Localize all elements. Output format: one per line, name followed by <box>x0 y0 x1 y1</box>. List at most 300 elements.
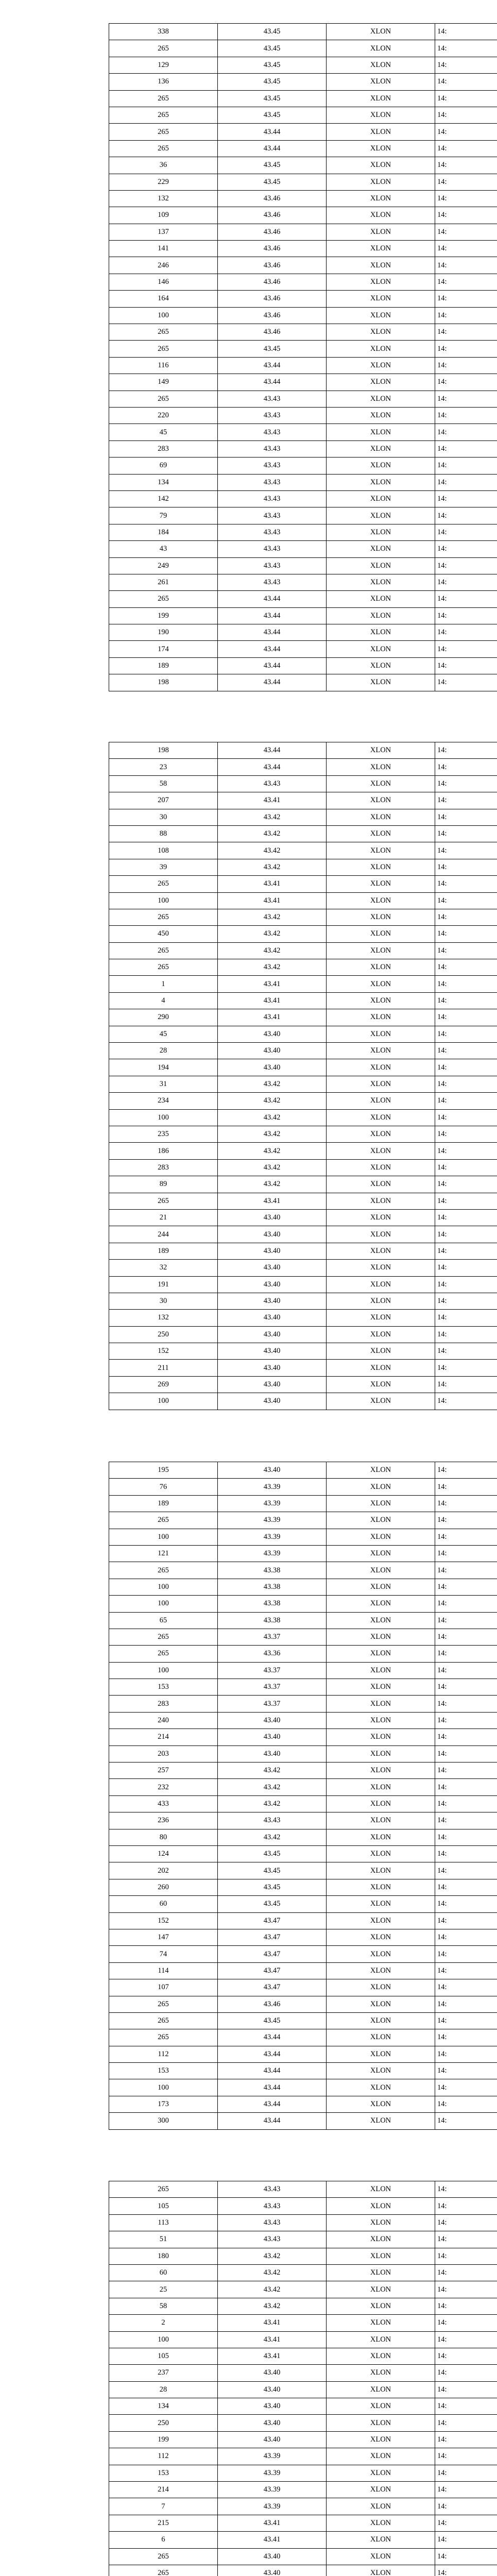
time-cell: 14: <box>435 1829 497 1845</box>
venue-cell: XLON <box>327 474 435 490</box>
table-row <box>109 1812 497 1829</box>
time-cell: 14: <box>435 2298 497 2314</box>
table-row <box>109 2281 497 2298</box>
volume-cell: 100 <box>109 1109 218 1126</box>
table-row <box>109 1679 497 1696</box>
price-cell: 43.40 <box>218 1043 327 1059</box>
volume-cell: 58 <box>109 2298 218 2314</box>
venue-cell: XLON <box>327 909 435 925</box>
volume-cell: 189 <box>109 1495 218 1512</box>
price-cell: 43.42 <box>218 1093 327 1109</box>
time-cell: 14: <box>435 2331 497 2348</box>
price-cell: 43.40 <box>218 2381 327 2398</box>
table-row <box>109 24 497 40</box>
table-row <box>109 1176 497 1193</box>
venue-cell: XLON <box>327 992 435 1009</box>
venue-cell: XLON <box>327 1143 435 1159</box>
table-row <box>109 1159 497 1176</box>
price-cell: 43.44 <box>218 2063 327 2079</box>
time-cell: 14: <box>435 2465 497 2481</box>
time-cell: 14: <box>435 1812 497 1829</box>
time-cell: 14: <box>435 1076 497 1092</box>
time-cell: 14: <box>435 307 497 324</box>
price-cell: 43.43 <box>218 391 327 407</box>
volume-cell: 100 <box>109 2079 218 2096</box>
volume-cell: 236 <box>109 1812 218 1829</box>
time-cell: 14: <box>435 74 497 90</box>
price-cell: 43.44 <box>218 624 327 641</box>
price-cell: 43.37 <box>218 1629 327 1645</box>
volume-cell: 60 <box>109 2264 218 2281</box>
volume-cell: 105 <box>109 2198 218 2214</box>
venue-cell: XLON <box>327 124 435 140</box>
venue-cell: XLON <box>327 1729 435 1745</box>
volume-cell: 89 <box>109 1176 218 1193</box>
table-row <box>109 2046 497 2062</box>
time-cell: 14: <box>435 1276 497 1293</box>
volume-cell: 152 <box>109 1912 218 1929</box>
time-cell: 14: <box>435 1343 497 1360</box>
price-cell: 43.39 <box>218 2498 327 2515</box>
time-cell: 14: <box>435 2348 497 2364</box>
time-cell: 14: <box>435 440 497 457</box>
table-row <box>109 859 497 875</box>
venue-cell: XLON <box>327 2248 435 2264</box>
table-row <box>109 1745 497 1762</box>
volume-cell: 132 <box>109 190 218 207</box>
volume-cell: 265 <box>109 1512 218 1529</box>
time-cell: 14: <box>435 1393 497 1410</box>
venue-cell: XLON <box>327 190 435 207</box>
volume-cell: 129 <box>109 57 218 73</box>
table-row <box>109 2381 497 2398</box>
time-cell: 14: <box>435 2548 497 2565</box>
venue-cell: XLON <box>327 90 435 107</box>
volume-cell: 265 <box>109 2029 218 2046</box>
trade-table <box>109 1462 497 2130</box>
venue-cell: XLON <box>327 2431 435 2448</box>
venue-cell: XLON <box>327 2113 435 2129</box>
price-cell: 43.43 <box>218 524 327 540</box>
venue-cell: XLON <box>327 341 435 357</box>
volume-cell: 283 <box>109 1696 218 1712</box>
volume-cell: 191 <box>109 1276 218 1293</box>
venue-cell: XLON <box>327 1076 435 1092</box>
price-cell: 43.43 <box>218 2181 327 2198</box>
venue-cell: XLON <box>327 1393 435 1410</box>
volume-cell: 51 <box>109 2231 218 2248</box>
venue-cell: XLON <box>327 1662 435 1679</box>
volume-cell: 433 <box>109 1795 218 1812</box>
price-cell: 43.46 <box>218 207 327 224</box>
table-row <box>109 2431 497 2448</box>
volume-cell: 232 <box>109 1779 218 1795</box>
venue-cell: XLON <box>327 224 435 240</box>
venue-cell: XLON <box>327 942 435 959</box>
volume-cell: 137 <box>109 224 218 240</box>
volume-cell: 265 <box>109 1193 218 1209</box>
price-cell: 43.44 <box>218 2113 327 2129</box>
time-cell: 14: <box>435 976 497 992</box>
table-row <box>109 224 497 240</box>
price-cell: 43.43 <box>218 490 327 507</box>
volume-cell: 2 <box>109 2315 218 2331</box>
time-cell: 14: <box>435 1310 497 1326</box>
price-cell: 43.42 <box>218 926 327 942</box>
table-row <box>109 1226 497 1243</box>
table-row <box>109 1879 497 1895</box>
table-row <box>109 1126 497 1142</box>
time-cell: 14: <box>435 591 497 607</box>
time-cell: 14: <box>435 1646 497 1662</box>
price-cell: 43.42 <box>218 2281 327 2298</box>
price-cell: 43.38 <box>218 1579 327 1595</box>
price-cell: 43.41 <box>218 892 327 909</box>
venue-cell: XLON <box>327 74 435 90</box>
time-cell: 14: <box>435 341 497 357</box>
venue-cell: XLON <box>327 1779 435 1795</box>
volume-cell: 215 <box>109 2515 218 2531</box>
venue-cell: XLON <box>327 1762 435 1779</box>
venue-cell: XLON <box>327 792 435 809</box>
venue-cell: XLON <box>327 40 435 57</box>
volume-cell: 338 <box>109 24 218 40</box>
price-cell: 43.45 <box>218 74 327 90</box>
venue-cell: XLON <box>327 1712 435 1728</box>
venue-cell: XLON <box>327 876 435 892</box>
volume-cell: 265 <box>109 942 218 959</box>
venue-cell: XLON <box>327 1812 435 1829</box>
venue-cell: XLON <box>327 507 435 524</box>
table-row <box>109 357 497 374</box>
trade-table-block-2 <box>109 742 497 1410</box>
venue-cell: XLON <box>327 2548 435 2565</box>
volume-cell: 100 <box>109 1579 218 1595</box>
price-cell: 43.43 <box>218 440 327 457</box>
venue-cell: XLON <box>327 274 435 290</box>
table-row <box>109 1043 497 1059</box>
price-cell: 43.41 <box>218 1193 327 1209</box>
time-cell: 14: <box>435 1360 497 1376</box>
price-cell: 43.40 <box>218 1745 327 1762</box>
volume-cell: 100 <box>109 1529 218 1545</box>
time-cell: 14: <box>435 2448 497 2465</box>
time-cell: 14: <box>435 1879 497 1895</box>
time-cell: 14: <box>435 2381 497 2398</box>
price-cell: 43.40 <box>218 1293 327 1309</box>
volume-cell: 189 <box>109 657 218 674</box>
time-cell: 14: <box>435 157 497 174</box>
price-cell: 43.47 <box>218 1979 327 1996</box>
table-row <box>109 959 497 976</box>
time-cell: 14: <box>435 1326 497 1343</box>
volume-cell: 261 <box>109 574 218 590</box>
volume-cell: 265 <box>109 2565 218 2576</box>
time-cell: 14: <box>435 1479 497 1495</box>
volume-cell: 186 <box>109 1143 218 1159</box>
volume-cell: 134 <box>109 2398 218 2415</box>
price-cell: 43.44 <box>218 674 327 691</box>
table-row <box>109 1696 497 1712</box>
price-cell: 43.40 <box>218 1326 327 1343</box>
volume-cell: 450 <box>109 926 218 942</box>
venue-cell: XLON <box>327 1126 435 1142</box>
venue-cell: XLON <box>327 624 435 641</box>
venue-cell: XLON <box>327 2315 435 2331</box>
table-row <box>109 424 497 440</box>
table-row <box>109 1612 497 1629</box>
table-row <box>109 809 497 825</box>
time-cell: 14: <box>435 1243 497 1259</box>
volume-cell: 30 <box>109 1293 218 1309</box>
volume-cell: 100 <box>109 892 218 909</box>
volume-cell: 250 <box>109 2415 218 2431</box>
volume-cell: 207 <box>109 792 218 809</box>
table-row <box>109 1479 497 1495</box>
table-row <box>109 1360 497 1376</box>
table-row <box>109 2331 497 2348</box>
venue-cell: XLON <box>327 107 435 123</box>
table-row <box>109 2398 497 2415</box>
price-cell: 43.42 <box>218 2248 327 2264</box>
price-cell: 43.45 <box>218 341 327 357</box>
volume-cell: 199 <box>109 2431 218 2448</box>
price-cell: 43.41 <box>218 1009 327 1026</box>
time-cell: 14: <box>435 207 497 224</box>
table-row <box>109 2079 497 2096</box>
venue-cell: XLON <box>327 57 435 73</box>
table-row <box>109 274 497 290</box>
volume-cell: 164 <box>109 291 218 307</box>
price-cell: 43.41 <box>218 992 327 1009</box>
table-row <box>109 1912 497 1929</box>
table-row <box>109 1529 497 1545</box>
volume-cell: 265 <box>109 2181 218 2198</box>
table-row <box>109 1093 497 1109</box>
venue-cell: XLON <box>327 1512 435 1529</box>
table-row <box>109 1979 497 1996</box>
volume-cell: 109 <box>109 207 218 224</box>
price-cell: 43.42 <box>218 809 327 825</box>
time-cell: 14: <box>435 926 497 942</box>
time-cell: 14: <box>435 624 497 641</box>
price-cell: 43.42 <box>218 1795 327 1812</box>
time-cell: 14: <box>435 1260 497 1276</box>
price-cell: 43.39 <box>218 1479 327 1495</box>
time-cell: 14: <box>435 1209 497 1226</box>
time-cell: 14: <box>435 1896 497 1912</box>
price-cell: 43.41 <box>218 976 327 992</box>
price-cell: 43.42 <box>218 859 327 875</box>
table-row <box>109 440 497 457</box>
table-row <box>109 2465 497 2481</box>
table-row <box>109 57 497 73</box>
venue-cell: XLON <box>327 2198 435 2214</box>
table-row <box>109 641 497 657</box>
price-cell: 43.46 <box>218 190 327 207</box>
volume-cell: 132 <box>109 1310 218 1326</box>
venue-cell: XLON <box>327 1845 435 1862</box>
venue-cell: XLON <box>327 541 435 557</box>
volume-cell: 108 <box>109 842 218 859</box>
venue-cell: XLON <box>327 1896 435 1912</box>
price-cell: 43.44 <box>218 607 327 624</box>
table-row <box>109 2248 497 2264</box>
table-row <box>109 591 497 607</box>
table-row <box>109 2565 497 2576</box>
time-cell: 14: <box>435 876 497 892</box>
table-row <box>109 1545 497 1562</box>
venue-cell: XLON <box>327 1495 435 1512</box>
table-row <box>109 2315 497 2331</box>
venue-cell: XLON <box>327 1879 435 1895</box>
venue-cell: XLON <box>327 591 435 607</box>
table-row <box>109 40 497 57</box>
volume-cell: 265 <box>109 2012 218 2029</box>
venue-cell: XLON <box>327 1612 435 1629</box>
venue-cell: XLON <box>327 1276 435 1293</box>
price-cell: 43.43 <box>218 407 327 423</box>
venue-cell: XLON <box>327 2381 435 2398</box>
volume-cell: 214 <box>109 2482 218 2498</box>
venue-cell: XLON <box>327 257 435 274</box>
price-cell: 43.44 <box>218 759 327 775</box>
price-cell: 43.41 <box>218 2331 327 2348</box>
venue-cell: XLON <box>327 2029 435 2046</box>
venue-cell: XLON <box>327 2515 435 2531</box>
price-cell: 43.45 <box>218 1845 327 1862</box>
volume-cell: 265 <box>109 324 218 341</box>
time-cell: 14: <box>435 1109 497 1126</box>
volume-cell: 265 <box>109 40 218 57</box>
price-cell: 43.42 <box>218 2298 327 2314</box>
venue-cell: XLON <box>327 1862 435 1879</box>
volume-cell: 142 <box>109 490 218 507</box>
price-cell: 43.47 <box>218 1946 327 1962</box>
price-cell: 43.43 <box>218 2231 327 2248</box>
table-row <box>109 1343 497 1360</box>
venue-cell: XLON <box>327 1479 435 1495</box>
time-cell: 14: <box>435 2214 497 2231</box>
time-cell: 14: <box>435 2315 497 2331</box>
table-row <box>109 1310 497 1326</box>
price-cell: 43.40 <box>218 1276 327 1293</box>
price-cell: 43.39 <box>218 1529 327 1545</box>
venue-cell: XLON <box>327 1912 435 1929</box>
volume-cell: 6 <box>109 2532 218 2548</box>
volume-cell: 195 <box>109 1462 218 1479</box>
time-cell: 14: <box>435 825 497 842</box>
table-row <box>109 1495 497 1512</box>
time-cell: 14: <box>435 2281 497 2298</box>
price-cell: 43.44 <box>218 2079 327 2096</box>
table-row <box>109 1862 497 1879</box>
volume-cell: 107 <box>109 1979 218 1996</box>
venue-cell: XLON <box>327 490 435 507</box>
price-cell: 43.41 <box>218 2532 327 2548</box>
price-cell: 43.45 <box>218 90 327 107</box>
volume-cell: 28 <box>109 2381 218 2398</box>
volume-cell: 235 <box>109 1126 218 1142</box>
volume-cell: 214 <box>109 1729 218 1745</box>
table-row <box>109 324 497 341</box>
price-cell: 43.41 <box>218 2515 327 2531</box>
table-row <box>109 124 497 140</box>
volume-cell: 257 <box>109 1762 218 1779</box>
table-row <box>109 792 497 809</box>
venue-cell: XLON <box>327 2415 435 2431</box>
venue-cell: XLON <box>327 424 435 440</box>
time-cell: 14: <box>435 992 497 1009</box>
table-row <box>109 1193 497 1209</box>
time-cell: 14: <box>435 257 497 274</box>
time-cell: 14: <box>435 524 497 540</box>
price-cell: 43.45 <box>218 174 327 190</box>
price-cell: 43.45 <box>218 57 327 73</box>
price-cell: 43.40 <box>218 1462 327 1479</box>
price-cell: 43.44 <box>218 374 327 391</box>
table-row <box>109 674 497 691</box>
price-cell: 43.38 <box>218 1612 327 1629</box>
table-row <box>109 2498 497 2515</box>
time-cell: 14: <box>435 674 497 691</box>
price-cell: 43.43 <box>218 557 327 574</box>
time-cell: 14: <box>435 1495 497 1512</box>
venue-cell: XLON <box>327 24 435 40</box>
time-cell: 14: <box>435 1293 497 1309</box>
price-cell: 43.38 <box>218 1596 327 1612</box>
venue-cell: XLON <box>327 307 435 324</box>
price-cell: 43.40 <box>218 1209 327 1226</box>
time-cell: 14: <box>435 241 497 257</box>
venue-cell: XLON <box>327 1009 435 1026</box>
time-cell: 14: <box>435 1143 497 1159</box>
time-cell: 14: <box>435 2565 497 2576</box>
price-cell: 43.42 <box>218 1126 327 1142</box>
venue-cell: XLON <box>327 1946 435 1962</box>
time-cell: 14: <box>435 541 497 557</box>
venue-cell: XLON <box>327 2448 435 2465</box>
volume-cell: 100 <box>109 1596 218 1612</box>
venue-cell: XLON <box>327 2298 435 2314</box>
venue-cell: XLON <box>327 1093 435 1109</box>
venue-cell: XLON <box>327 1962 435 1979</box>
volume-cell: 112 <box>109 2448 218 2465</box>
time-cell: 14: <box>435 842 497 859</box>
venue-cell: XLON <box>327 407 435 423</box>
time-cell: 14: <box>435 324 497 341</box>
venue-cell: XLON <box>327 1529 435 1545</box>
time-cell: 14: <box>435 1729 497 1745</box>
venue-cell: XLON <box>327 1226 435 1243</box>
price-cell: 43.39 <box>218 2465 327 2481</box>
volume-cell: 283 <box>109 440 218 457</box>
price-cell: 43.42 <box>218 1829 327 1845</box>
volume-cell: 229 <box>109 174 218 190</box>
volume-cell: 260 <box>109 1879 218 1895</box>
table-row <box>109 1646 497 1662</box>
time-cell: 14: <box>435 1376 497 1393</box>
time-cell: 14: <box>435 1845 497 1862</box>
price-cell: 43.47 <box>218 1929 327 1945</box>
volume-cell: 290 <box>109 1009 218 1026</box>
time-cell: 14: <box>435 224 497 240</box>
volume-cell: 234 <box>109 1093 218 1109</box>
table-row <box>109 1209 497 1226</box>
volume-cell: 4 <box>109 992 218 1009</box>
time-cell: 14: <box>435 607 497 624</box>
price-cell: 43.43 <box>218 457 327 474</box>
